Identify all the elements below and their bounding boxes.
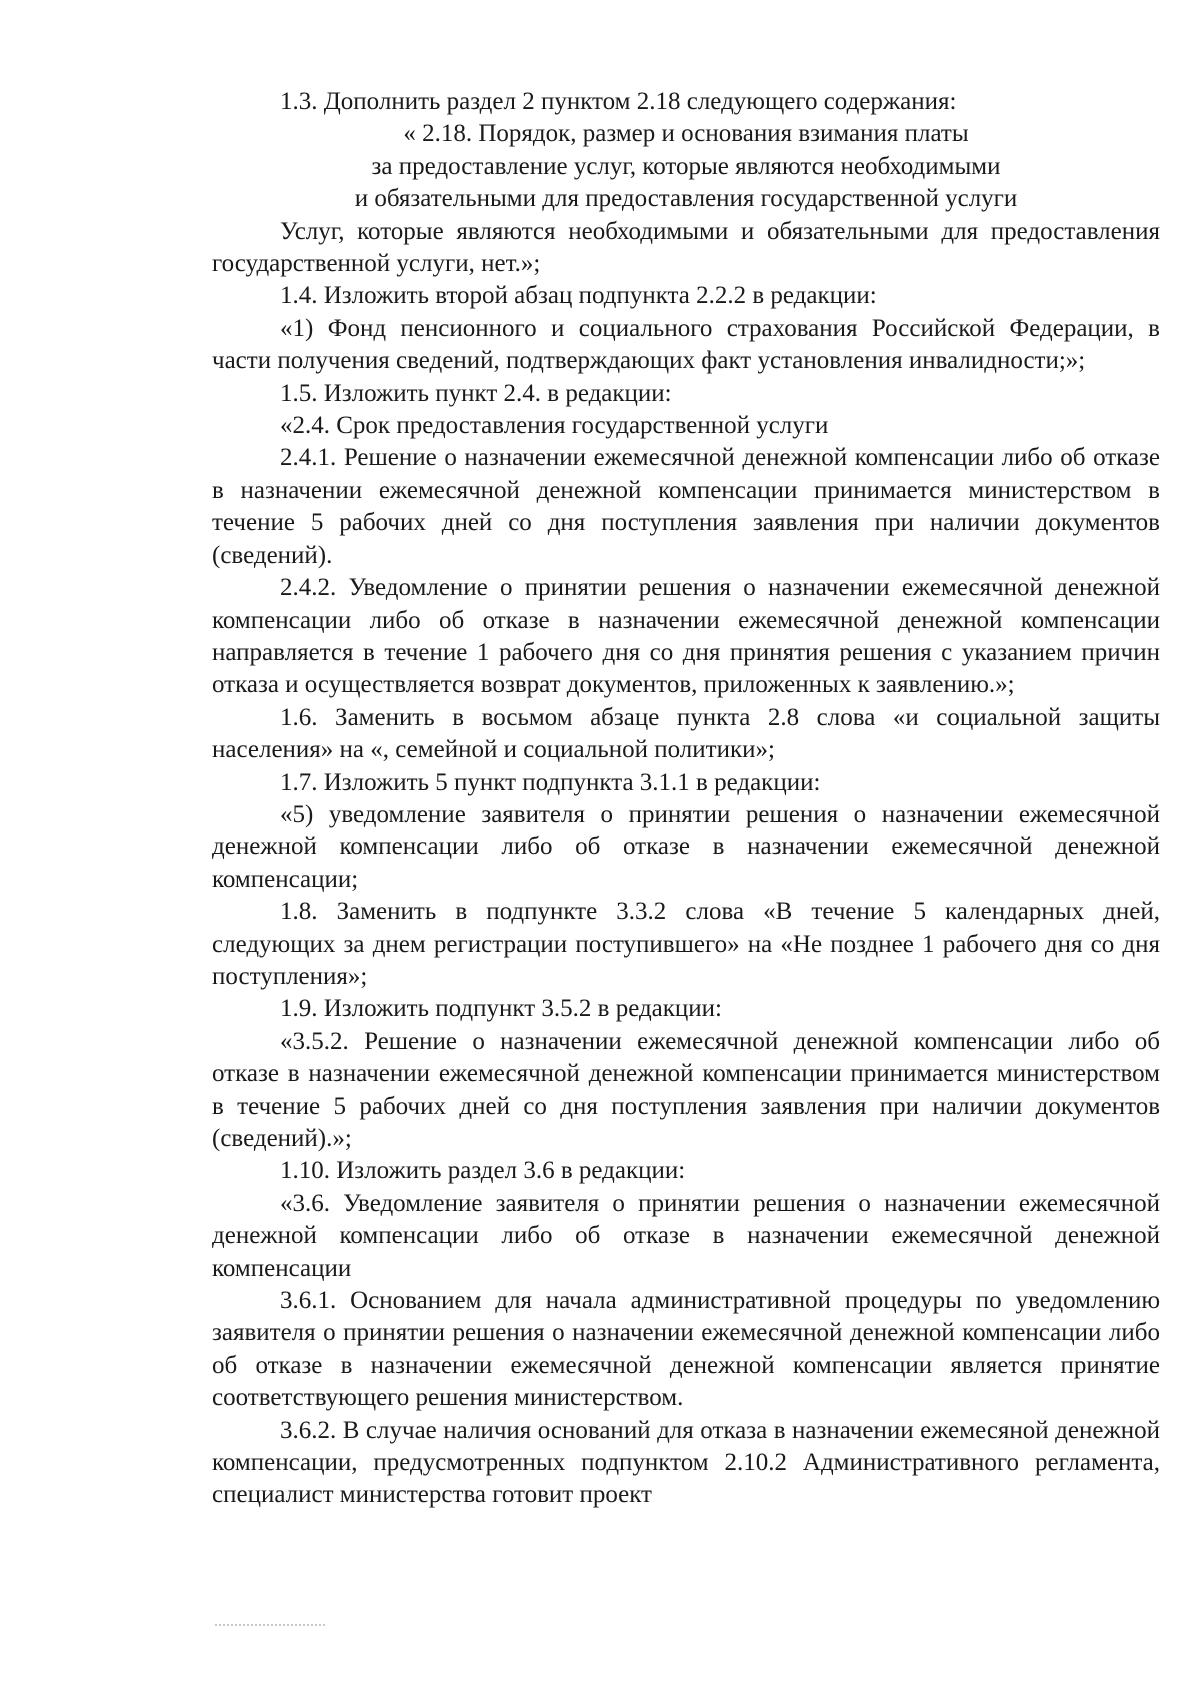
paragraph-1-9: 1.9. Изложить подпункт 3.5.2 в редакции: [280, 995, 723, 1023]
heading-line-3: и обязательными для предоставления государственной услуги [354, 185, 1018, 213]
paragraph-2-4-2: 2.4.2. Уведомление о принятии решения о назначении ежемесячной денежной компенсации либо об отказе в назначении ежемесячной денежной компенсации направляется в течение 1 рабочего дня со дня принятия решения с указанием причин отказа и осуществляется возврат документов, приложенных к заявлению.»; [212, 574, 1160, 699]
paragraph-3-5-2: «3.5.2. Решение о назначении ежемесячной денежной компенсации либо об отказе в назначении ежемесячной денежной компенсации принимается министерством в течение 5 рабочих дней со дня поступления заявления при наличии документов (сведений).»; [212, 1027, 1160, 1152]
paragraph-1-5: 1.5. Изложить пункт 2.4. в редакции: [280, 379, 672, 407]
section-2-18-heading [212, 118, 1160, 215]
heading-line-1: « 2.18. Порядок, размер и основания взимания платы [403, 120, 969, 148]
paragraph-1-6: 1.6. Заменить в восьмом абзаце пункта 2.8 слова «и социальной защиты населения» на «, семейной и социальной политики»; [212, 703, 1160, 764]
heading-line-2: за предоставление услуг, которые являются необходимыми [371, 152, 1001, 180]
paragraph-2-18-body: Услуг, которые являются необходимыми и обязательными для предоставления государственной услуги, нет.»; [212, 217, 1160, 278]
paragraph-item-5: «5) уведомление заявителя о принятии решения о назначении ежемесячной денежной компенсации либо об отказе в назначении ежемесячной денежной компенсации; [212, 800, 1160, 893]
paragraph-3-6: «3.6. Уведомление заявителя о принятии решения о назначении ежемесячной денежной компенсации либо об отказе в назначении ежемесячной денежной компенсации [212, 1189, 1160, 1282]
document-body [212, 86, 1160, 1512]
scan-artifact [215, 1624, 325, 1632]
paragraph-3-6-1: 3.6.1. Основанием для начала административной процедуры по уведомлению заявителя о принятии решения о назначении ежемесячной денежной компенсации либо об отказе в назначении ежемесячной денежной компенсации является принятие соответствующего решения министерством. [212, 1287, 1160, 1412]
paragraph-1-7: 1.7. Изложить 5 пункт подпункта 3.1.1 в редакции: [280, 768, 821, 796]
paragraph-3-6-2: 3.6.2. В случае наличия оснований для отказа в назначении ежемесяной денежной компенсации, предусмотренных подпунктом 2.10.2 Административного регламента, специалист министерства готовит проект [212, 1416, 1160, 1509]
paragraph-2-4-1: 2.4.1. Решение о назначении ежемесячной денежной компенсации либо об отказе в назначении ежемесячной денежной компенсации принимается министерством в течение 5 рабочих дней со дня поступления заявления при наличии документов (сведений). [212, 444, 1160, 569]
paragraph-1-8: 1.8. Заменить в подпункте 3.3.2 слова «В течение 5 календарных дней, следующих за днем регистрации поступившего» на «Не позднее 1 рабочего дня со дня поступления»; [212, 898, 1160, 990]
paragraph-1-3: 1.3. Дополнить раздел 2 пунктом 2.18 следующего содержания: [280, 88, 957, 115]
paragraph-1-4: 1.4. Изложить второй абзац подпункта 2.2.2 в редакции: [280, 282, 877, 310]
paragraph-2-4-title: «2.4. Срок предоставления государственной услуги [280, 412, 829, 440]
paragraph-fund-item: «1) Фонд пенсионного и социального страхования Российской Федерации, в части получения сведений, подтверждающих факт установления инвалидности;»; [212, 314, 1160, 375]
paragraph-1-10: 1.10. Изложить раздел 3.6 в редакции: [280, 1157, 686, 1185]
